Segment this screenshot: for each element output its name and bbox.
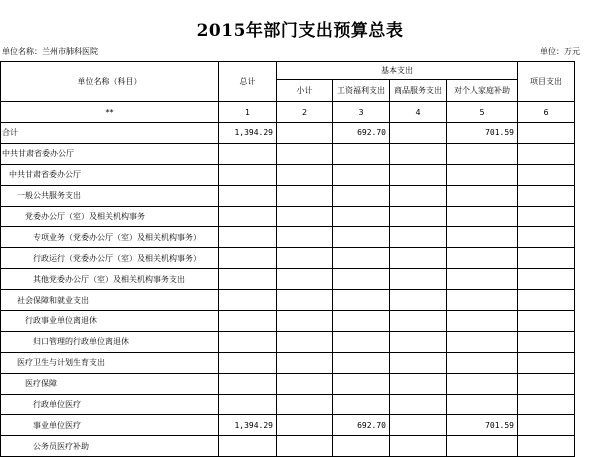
- goods-cell: [390, 185, 447, 206]
- header-salary: 工资福利支出: [333, 80, 390, 102]
- goods-cell: [390, 143, 447, 164]
- family-cell: 701.59: [447, 123, 518, 144]
- family-cell: [447, 436, 518, 457]
- salary-cell: [333, 436, 390, 457]
- family-cell: [447, 331, 518, 352]
- currency-unit-label: 单位：万元: [540, 47, 580, 56]
- subtotal-cell: [277, 269, 333, 290]
- project-cell: [518, 143, 575, 164]
- page-title: 2015年部门支出预算总表: [196, 21, 404, 41]
- row-name-cell: 一般公共服务支出: [1, 185, 219, 206]
- salary-cell: 692.70: [333, 123, 390, 144]
- goods-cell: [390, 164, 447, 185]
- total-cell: [219, 331, 277, 352]
- index-cell: 5: [447, 102, 518, 123]
- row-name-cell: 合计: [1, 123, 219, 144]
- family-cell: [447, 394, 518, 415]
- goods-cell: [390, 311, 447, 332]
- subtotal-cell: [277, 248, 333, 269]
- goods-cell: [390, 394, 447, 415]
- goods-cell: [390, 206, 447, 227]
- header-basic: 基本支出: [277, 62, 518, 80]
- goods-cell: [390, 248, 447, 269]
- row-name-cell: 其他党委办公厅（室）及相关机构事务支出: [1, 269, 219, 290]
- row-name-cell: 医疗卫生与计划生育支出: [1, 352, 219, 373]
- table-row: [1, 164, 575, 185]
- family-cell: [447, 185, 518, 206]
- goods-cell: [390, 123, 447, 144]
- project-cell: [518, 311, 575, 332]
- total-cell: [219, 436, 277, 457]
- family-cell: [447, 290, 518, 311]
- index-cell: 4: [390, 102, 447, 123]
- row-name-cell: 行政单位医疗: [1, 394, 219, 415]
- table-row: [1, 123, 575, 144]
- subtotal-cell: [277, 415, 333, 436]
- subtotal-cell: [277, 394, 333, 415]
- table-row: [1, 269, 575, 290]
- total-cell: [219, 248, 277, 269]
- project-cell: [518, 394, 575, 415]
- salary-cell: [333, 290, 390, 311]
- project-cell: [518, 164, 575, 185]
- family-cell: [447, 164, 518, 185]
- family-cell: [447, 248, 518, 269]
- index-cell: 6: [518, 102, 575, 123]
- salary-cell: [333, 227, 390, 248]
- goods-cell: [390, 227, 447, 248]
- subtotal-cell: [277, 123, 333, 144]
- salary-cell: [333, 352, 390, 373]
- subtotal-cell: [277, 290, 333, 311]
- row-name-cell: 行政事业单位离退休: [1, 311, 219, 332]
- project-cell: [518, 415, 575, 436]
- salary-cell: [333, 248, 390, 269]
- unit-name-label: 单位名称：兰州市肺科医院: [2, 47, 98, 56]
- row-name-cell: 归口管理的行政单位离退休: [1, 331, 219, 352]
- table-row: [1, 352, 575, 373]
- header-family: 对个人家庭补助: [447, 80, 518, 102]
- table-row: [1, 290, 575, 311]
- salary-cell: [333, 185, 390, 206]
- project-cell: [518, 352, 575, 373]
- project-cell: [518, 248, 575, 269]
- project-cell: [518, 436, 575, 457]
- project-cell: [518, 185, 575, 206]
- salary-cell: [333, 206, 390, 227]
- family-cell: [447, 227, 518, 248]
- project-cell: [518, 123, 575, 144]
- index-row: [1, 102, 575, 123]
- row-name-cell: 行政运行（党委办公厅（室）及相关机构事务）: [1, 248, 219, 269]
- project-cell: [518, 206, 575, 227]
- table-row: [1, 206, 575, 227]
- family-cell: [447, 352, 518, 373]
- total-cell: [219, 394, 277, 415]
- subtotal-cell: [277, 311, 333, 332]
- table-row: [1, 248, 575, 269]
- goods-cell: [390, 436, 447, 457]
- table-row: [1, 227, 575, 248]
- row-name-cell: 党委办公厅（室）及相关机构事务: [1, 206, 219, 227]
- family-cell: [447, 373, 518, 394]
- row-name-cell: 社会保障和就业支出: [1, 290, 219, 311]
- row-name-cell: 中共甘肃省委办公厅: [1, 164, 219, 185]
- total-cell: [219, 185, 277, 206]
- project-cell: [518, 269, 575, 290]
- salary-cell: [333, 143, 390, 164]
- total-cell: [219, 311, 277, 332]
- total-cell: [219, 373, 277, 394]
- budget-table: [0, 61, 575, 457]
- table-row: [1, 311, 575, 332]
- subtotal-cell: [277, 227, 333, 248]
- total-cell: [219, 290, 277, 311]
- table-row: [1, 394, 575, 415]
- header-goods: 商品服务支出: [390, 80, 447, 102]
- total-cell: [219, 269, 277, 290]
- salary-cell: [333, 311, 390, 332]
- index-cell: 3: [333, 102, 390, 123]
- row-name-cell: 事业单位医疗: [1, 415, 219, 436]
- subtotal-cell: [277, 373, 333, 394]
- table-row: [1, 373, 575, 394]
- total-cell: [219, 164, 277, 185]
- total-cell: 1,394.29: [219, 123, 277, 144]
- subtotal-cell: [277, 206, 333, 227]
- header-row-1: [1, 62, 575, 80]
- family-cell: [447, 269, 518, 290]
- total-cell: [219, 143, 277, 164]
- table-row: [1, 185, 575, 206]
- total-cell: 1,394.29: [219, 415, 277, 436]
- family-cell: [447, 311, 518, 332]
- subtotal-cell: [277, 331, 333, 352]
- project-cell: [518, 331, 575, 352]
- header-name: 单位名称（科目）: [1, 62, 219, 102]
- salary-cell: [333, 331, 390, 352]
- total-cell: [219, 352, 277, 373]
- salary-cell: [333, 269, 390, 290]
- index-cell: **: [1, 102, 219, 123]
- total-cell: [219, 206, 277, 227]
- salary-cell: [333, 373, 390, 394]
- goods-cell: [390, 290, 447, 311]
- goods-cell: [390, 352, 447, 373]
- row-name-cell: 中共甘肃省委办公厅: [1, 143, 219, 164]
- header-subtotal: 小计: [277, 80, 333, 102]
- table-row: [1, 436, 575, 457]
- header-project: 项目支出: [518, 62, 575, 102]
- subtotal-cell: [277, 436, 333, 457]
- row-name-cell: 公务员医疗补助: [1, 436, 219, 457]
- family-cell: [447, 206, 518, 227]
- goods-cell: [390, 331, 447, 352]
- goods-cell: [390, 373, 447, 394]
- subtotal-cell: [277, 164, 333, 185]
- project-cell: [518, 373, 575, 394]
- total-cell: [219, 227, 277, 248]
- index-cell: 1: [219, 102, 277, 123]
- row-name-cell: 专项业务（党委办公厅（室）及相关机构事务）: [1, 227, 219, 248]
- project-cell: [518, 290, 575, 311]
- table-row: [1, 143, 575, 164]
- row-name-cell: 医疗保障: [1, 373, 219, 394]
- goods-cell: [390, 415, 447, 436]
- salary-cell: 692.70: [333, 415, 390, 436]
- header-total: 总计: [219, 62, 277, 102]
- family-cell: 701.59: [447, 415, 518, 436]
- goods-cell: [390, 269, 447, 290]
- salary-cell: [333, 164, 390, 185]
- table-row: [1, 415, 575, 436]
- index-cell: 2: [277, 102, 333, 123]
- table-row: [1, 331, 575, 352]
- salary-cell: [333, 394, 390, 415]
- subtotal-cell: [277, 185, 333, 206]
- subtotal-cell: [277, 143, 333, 164]
- subtotal-cell: [277, 352, 333, 373]
- family-cell: [447, 143, 518, 164]
- project-cell: [518, 227, 575, 248]
